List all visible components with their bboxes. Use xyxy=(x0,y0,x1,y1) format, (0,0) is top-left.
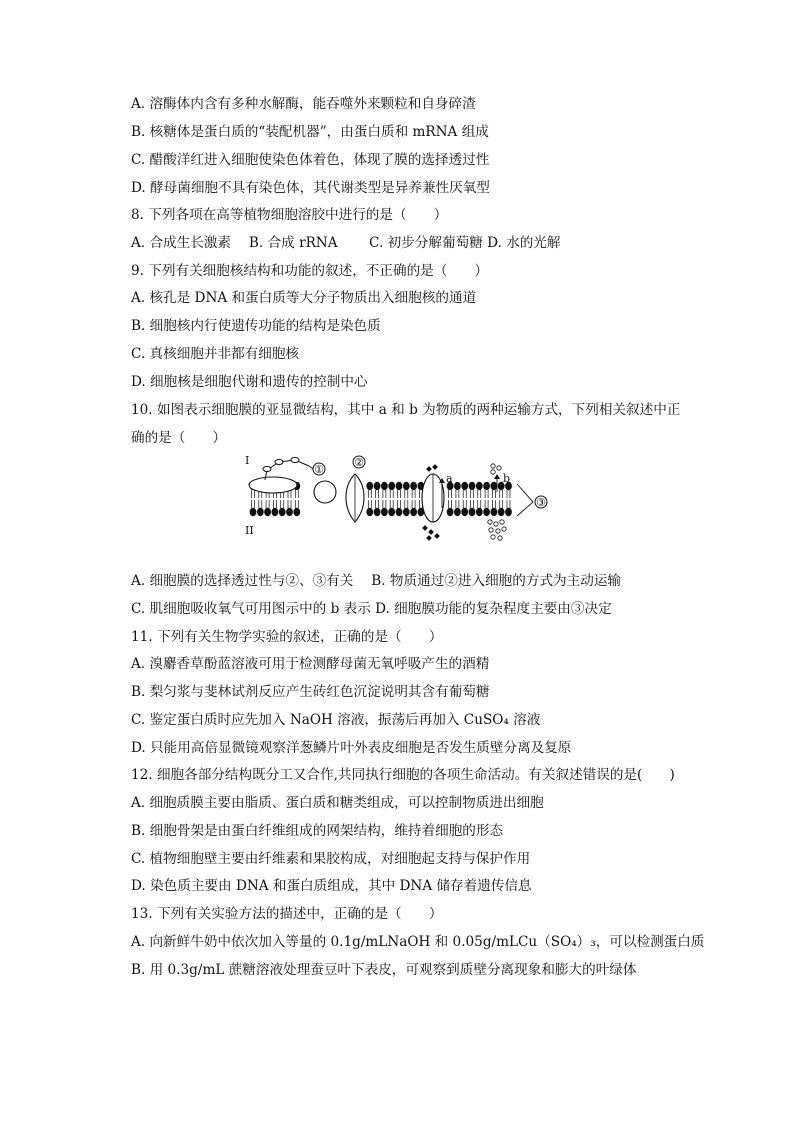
lipid-head xyxy=(381,508,388,516)
lipid-tail xyxy=(368,490,371,498)
lipid-head xyxy=(403,482,410,490)
lipid-tail xyxy=(390,490,393,498)
text-line: A. 核孔是 DNA 和蛋白质等大分子物质出入细胞核的通道 xyxy=(131,290,477,306)
lipid-head xyxy=(454,508,461,516)
lipid-head xyxy=(498,508,505,516)
lipid-tail xyxy=(383,490,386,498)
lipid-head xyxy=(410,482,417,490)
text-line: 13. 下列有关实验方法的描述中，正确的是（ ） xyxy=(131,906,443,922)
text-line: A. 细胞膜的选择透过性与②、③有关 B. 物质通过②进入细胞的方式为主动运输 xyxy=(131,573,622,589)
membrane-protein xyxy=(314,481,336,503)
text-line: 9. 下列有关细胞核结构和功能的叙述，不正确的是（ ） xyxy=(131,263,489,279)
text-line: C. 真核细胞并非都有细胞核 xyxy=(131,346,300,362)
lipid-tail xyxy=(412,500,415,508)
cell-membrane-diagram xyxy=(243,452,553,544)
lipid-head xyxy=(491,508,498,516)
text-line: C. 肌细胞吸收氧气可用图示中的 b 表示 D. 细胞膜功能的复杂程度主要由③决定 xyxy=(131,601,612,617)
text-line: 12. 细胞各部分结构既分工又合作,共同执行细胞的各项生命活动。有关叙述错误的是( ) xyxy=(131,767,675,783)
lipid-head xyxy=(381,482,388,490)
lipid-head xyxy=(505,508,512,516)
text-line: A. 细胞质膜主要由脂质、蛋白质和糖类组成，可以控制物质进出细胞 xyxy=(131,795,544,811)
text-line: A. 溶酶体内含有多种水解酶，能吞噬外来颗粒和自身碎渣 xyxy=(131,96,476,112)
text-line: B. 核糖体是蛋白质的“装配机器”，由蛋白质和 mRNA 组成 xyxy=(131,124,489,140)
lipid-tail xyxy=(456,490,459,498)
text-line: D. 细胞核是细胞代谢和遗传的控制中心 xyxy=(131,374,368,390)
text-line: C. 鉴定蛋白质时应先加入 NaOH 溶液，振荡后再加入 CuSO₄ 溶液 xyxy=(131,712,541,728)
lipid-head xyxy=(476,508,483,516)
text-line: B. 细胞核内行使遗传功能的结构是染色质 xyxy=(131,318,381,334)
text-line: 确的是（ ） xyxy=(131,430,227,446)
lipid-tail xyxy=(281,500,284,508)
lipid-tail xyxy=(259,500,262,508)
text-line: 11. 下列有关生物学实验的叙述，正确的是（ ） xyxy=(131,629,443,645)
lipid-head xyxy=(366,508,373,516)
lipid-head xyxy=(461,508,468,516)
lipid-head xyxy=(250,508,257,516)
lipid-tail xyxy=(478,490,481,498)
lipid-head xyxy=(264,508,271,516)
lipid-tail xyxy=(463,500,466,508)
text-line: B. 梨匀浆与斐林试剂反应产生砖红色沉淀说明其含有葡萄糖 xyxy=(131,684,490,700)
lipid-head xyxy=(454,482,461,490)
text-line: C. 植物细胞壁主要由纤维素和果胶构成，对细胞起支持与保护作用 xyxy=(131,851,531,867)
lipid-tail xyxy=(485,500,488,508)
lipid-head xyxy=(366,482,373,490)
lipid-tail xyxy=(471,500,474,508)
lipid-head xyxy=(279,508,286,516)
lipid-head xyxy=(483,508,490,516)
lipid-head xyxy=(483,482,490,490)
label-b: b xyxy=(503,472,511,485)
text-line: C. 醋酸洋红进入细胞使染色体着色，体现了膜的选择透过性 xyxy=(131,152,490,168)
text-line: D. 染色质主要由 DNA 和蛋白质组成，其中 DNA 储存着遗传信息 xyxy=(131,878,532,894)
lipid-tail xyxy=(492,500,495,508)
lipid-head xyxy=(469,508,476,516)
lipid-tail xyxy=(412,490,415,498)
lipid-tail xyxy=(252,500,255,508)
lipid-tail xyxy=(478,500,481,508)
text-line: B. 用 0.3g/mL 蔗糖溶液处理蚕豆叶下表皮，可观察到质壁分离现象和膨大的叶绿体 xyxy=(131,962,637,978)
label-2: ② xyxy=(354,456,364,469)
lipid-tail xyxy=(405,500,408,508)
text-line: A. 溴麝香草酚蓝溶液可用于检测酵母菌无氧呼吸产生的酒精 xyxy=(131,656,490,672)
text-line: B. 细胞骨架是由蛋白纤维组成的网架结构，维持着细胞的形态 xyxy=(131,823,504,839)
lipid-tail xyxy=(266,500,269,508)
lipid-head xyxy=(410,508,417,516)
text-line: D. 酵母菌细胞不具有染色体，其代谢类型是异养兼性厌氧型 xyxy=(131,180,490,196)
lipid-head xyxy=(388,508,395,516)
label-3: ③ xyxy=(536,496,546,509)
lipid-head xyxy=(476,482,483,490)
lipid-head xyxy=(396,508,403,516)
lipid-head xyxy=(403,508,410,516)
lipid-tail xyxy=(456,500,459,508)
lipid-tail xyxy=(398,500,401,508)
lipid-tail xyxy=(485,490,488,498)
lipid-head xyxy=(257,508,264,516)
text-line: 10. 如图表示细胞膜的亚显微结构，其中 a 和 b 为物质的两种运输方式，下列相关叙述中正 xyxy=(131,402,681,418)
lipid-head xyxy=(388,482,395,490)
lipid-head xyxy=(469,482,476,490)
lipid-tail xyxy=(376,500,379,508)
label-1: ① xyxy=(314,463,324,476)
text-line: A. 向新鲜牛奶中依次加入等量的 0.1g/mLNaOH 和 0.05g/mLCu（SO₄）₃，可以检测蛋白质 xyxy=(131,934,705,950)
lipid-head xyxy=(491,482,498,490)
lipid-head xyxy=(293,508,300,516)
label-a: a xyxy=(446,472,453,485)
lipid-tail xyxy=(507,500,510,508)
lipid-tail xyxy=(463,490,466,498)
lipid-head xyxy=(272,508,279,516)
lipid-tail xyxy=(368,500,371,508)
lipid-head xyxy=(447,508,454,516)
lipid-tail xyxy=(383,500,386,508)
lipid-head xyxy=(374,482,381,490)
lipid-tail xyxy=(390,500,393,508)
lipid-tail xyxy=(273,500,276,508)
lipid-tail xyxy=(295,490,298,498)
lipid-head xyxy=(286,508,293,516)
lipid-tail xyxy=(449,490,452,498)
lipid-tail xyxy=(471,490,474,498)
lipid-head xyxy=(374,508,381,516)
lipid-tail xyxy=(376,490,379,498)
lipid-tail xyxy=(405,490,408,498)
lipid-tail xyxy=(449,500,452,508)
lipid-tail xyxy=(500,500,503,508)
lipid-tail xyxy=(295,500,298,508)
text-line: 8. 下列各项在高等植物细胞溶胶中进行的是（ ） xyxy=(131,207,448,223)
lipid-tail xyxy=(252,490,255,498)
glycoprotein xyxy=(249,477,297,493)
text-line: A. 合成生长激素 B. 合成 rRNA C. 初步分解葡萄糖 D. 水的光解 xyxy=(131,235,561,251)
lipid-head xyxy=(396,482,403,490)
lipid-tail xyxy=(288,500,291,508)
lipid-head xyxy=(461,482,468,490)
lipid-tail xyxy=(500,490,503,498)
lipid-tail xyxy=(398,490,401,498)
text-line: D. 只能用高倍显微镜观察洋葱鳞片叶外表皮细胞是否发生质壁分离及复原 xyxy=(131,740,572,756)
side-label-inner: II xyxy=(245,524,254,537)
lipid-tail xyxy=(492,490,495,498)
lipid-tail xyxy=(507,490,510,498)
side-label-outer: I xyxy=(245,454,250,467)
bilayer-bracket xyxy=(517,484,533,516)
